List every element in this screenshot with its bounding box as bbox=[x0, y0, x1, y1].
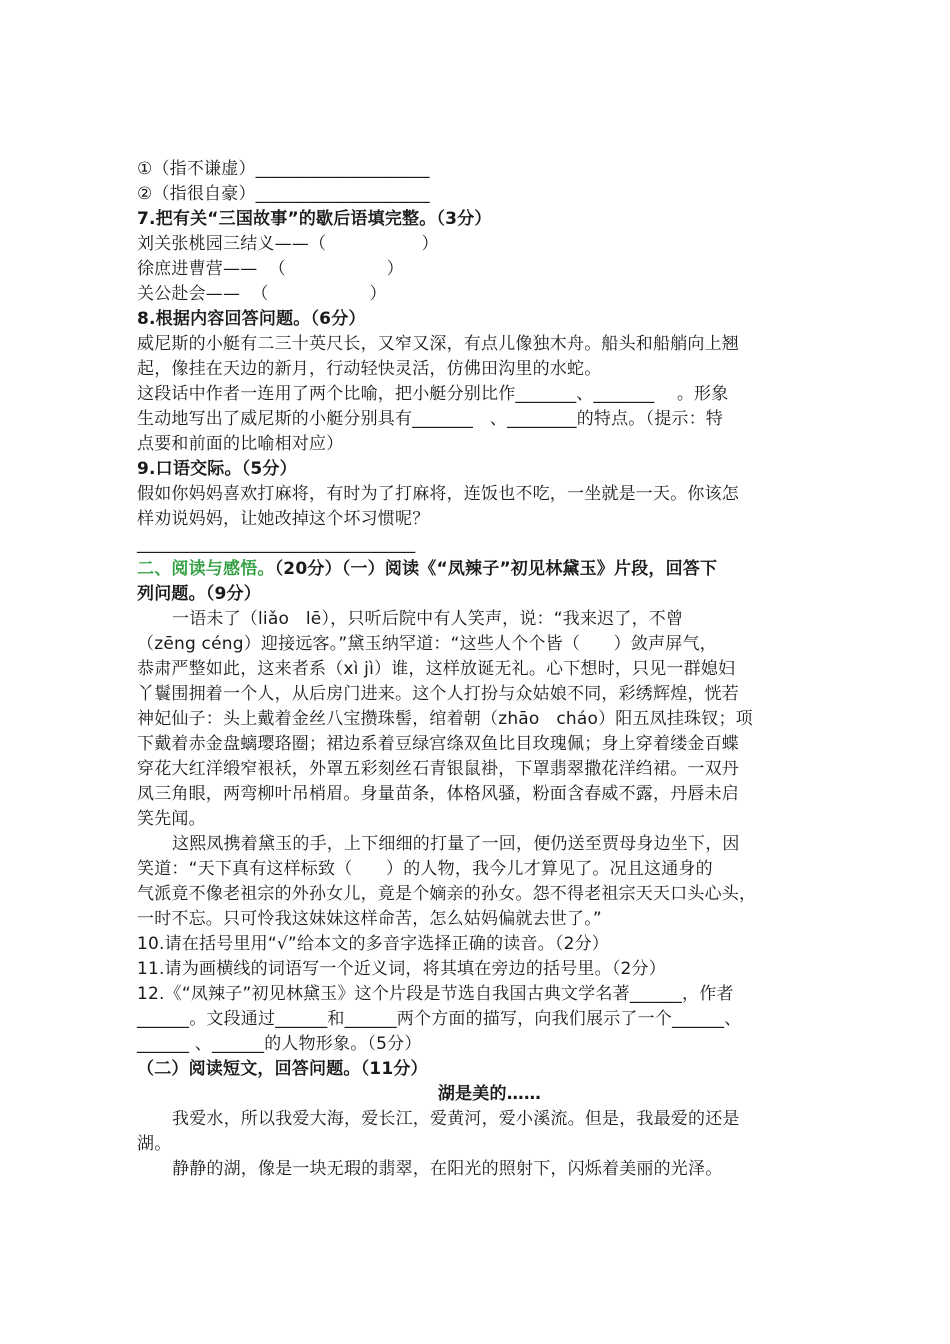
q12-line-2: ______。文段通过______和______两个方面的描写，向我们展示了一个______、 bbox=[137, 1009, 742, 1029]
part2-heading-label: 二、阅读与感悟。 bbox=[137, 559, 275, 579]
passage1-p2-line-3: 气派竟不像老祖宗的外孙女儿，竟是个嫡亲的孙女。怨不得老祖宗天天口头心头， bbox=[137, 884, 757, 904]
q7-item-2: 徐庶进曹营—— （ ） bbox=[137, 259, 404, 279]
part2-heading-rest: （20分）（一）阅读《“凤辣子”初见林黛玉》片段，回答下 bbox=[274, 559, 718, 579]
exam-page bbox=[137, 157, 842, 1182]
passage1-p1-line-4: 丫鬟围拥着一个人，从后房门进来。这个人打扮与众姑娘不同，彩绣辉煌，恍若 bbox=[137, 684, 739, 704]
passage2-title: 湖是美的…… bbox=[437, 1084, 542, 1104]
passage1-p1-line-9: 笑先闻。 bbox=[137, 809, 206, 829]
q8-question-line-1: 这段话中作者一连用了两个比喻，把小艇分别比作_______、_______ 。形象 bbox=[137, 384, 729, 404]
q12-line-3: ______ 、______的人物形象。（5分） bbox=[137, 1034, 422, 1054]
passage2-p2-line-1: 静静的湖，像是一块无瑕的翡翠，在阳光的照射下，闪烁着美丽的光泽。 bbox=[172, 1159, 723, 1179]
passage1-p1-line-3: 恭肃严整如此，这来者系（xì jì）谁，这样放诞无礼。心下想时，只见一群媳妇 bbox=[137, 659, 736, 679]
q10-text: 10.请在括号里用“√”给本文的多音字选择正确的读音。（2分） bbox=[137, 934, 609, 954]
q8-title: 8.根据内容回答问题。（6分） bbox=[137, 309, 366, 329]
q8-passage-line-1: 威尼斯的小艇有二三十英尺长，又窄又深，有点儿像独木舟。船头和船艄向上翘 bbox=[137, 334, 739, 354]
q6-line-1: ①（指不谦虚）____________________ bbox=[137, 159, 430, 179]
q7-title: 7.把有关“三国故事”的歇后语填完整。（3分） bbox=[137, 209, 492, 229]
q9-title: 9.口语交际。（5分） bbox=[137, 459, 297, 479]
passage1-p1-line-2: （zēng céng）迎接远客。”黛玉纳罕道：“这些人个个皆（ ）敛声屏气， bbox=[137, 634, 717, 654]
q11-text: 11.请为画横线的词语写一个近义词，将其填在旁边的括号里。（2分） bbox=[137, 959, 666, 979]
passage2-p1-line-1: 我爱水，所以我爱大海，爱长江，爱黄河，爱小溪流。但是，我最爱的还是 bbox=[172, 1109, 740, 1129]
q7-item-3: 关公赴会—— （ ） bbox=[137, 284, 387, 304]
part2-heading bbox=[137, 557, 842, 582]
q9-answer-blank: ________________________________ bbox=[137, 534, 416, 554]
q6-line-2: ②（指很自豪）____________________ bbox=[137, 184, 430, 204]
passage1-p2-line-1: 这熙凤携着黛玉的手，上下细细的打量了一回，便仍送至贾母身边坐下，因 bbox=[172, 834, 740, 854]
passage1-p1-line-1: 一语未了（liǎo lē），只听后院中有人笑声，说：“我来迟了，不曾 bbox=[172, 609, 684, 629]
passage1-p1-line-6: 下戴着赤金盘螭璎珞圈；裙边系着豆绿宫绦双鱼比目玫瑰佩；身上穿着缕金百蝶 bbox=[137, 734, 739, 754]
passage1-p1-line-8: 凤三角眼，两弯柳叶吊梢眉。身量苗条，体格风骚，粉面含春威不露，丹唇未启 bbox=[137, 784, 739, 804]
passage1-p1-line-7: 穿花大红洋缎窄裉袄，外罩五彩刻丝石青银鼠褂，下罩翡翠撒花洋绉裙。一双丹 bbox=[137, 759, 739, 779]
q9-line-2: 样劝说妈妈，让她改掉这个坏习惯呢？ bbox=[137, 509, 430, 529]
passage1-p2-line-2: 笑道：“天下真有这样标致（ ）的人物，我今儿才算见了。况且这通身的 bbox=[137, 859, 713, 879]
q9-line-1: 假如你妈妈喜欢打麻将，有时为了打麻将，连饭也不吃，一坐就是一天。你该怎 bbox=[137, 484, 739, 504]
q12-line-1: 12.《“凤辣子”初见林黛玉》这个片段是节选自我国古典文学名著______，作者 bbox=[137, 984, 734, 1004]
q8-question-line-3: 点要和前面的比喻相对应） bbox=[137, 434, 344, 454]
passage1-p2-line-4: 一时不忘。只可怜我这妹妹这样命苦，怎么姑妈偏就去世了。” bbox=[137, 909, 602, 929]
q8-question-line-2: 生动地写出了威尼斯的小艇分别具有_______ 、________的特点。（提示：特 bbox=[137, 409, 724, 429]
passage1-p1-line-5: 神妃仙子：头上戴着金丝八宝攒珠髻，绾着朝（zhāo cháo）阳五凤挂珠钗；项 bbox=[137, 709, 753, 729]
q7-item-1: 刘关张桃园三结义——（ ） bbox=[137, 234, 439, 254]
passage2-p1-line-2: 湖。 bbox=[137, 1134, 172, 1154]
q8-passage-line-2: 起，像挂在天边的新月，行动轻快灵活，仿佛田沟里的水蛇。 bbox=[137, 359, 602, 379]
part2-heading-line-2: 列问题。（9分） bbox=[137, 584, 261, 604]
part2b-heading: （二）阅读短文，回答问题。（11分） bbox=[137, 1059, 428, 1079]
